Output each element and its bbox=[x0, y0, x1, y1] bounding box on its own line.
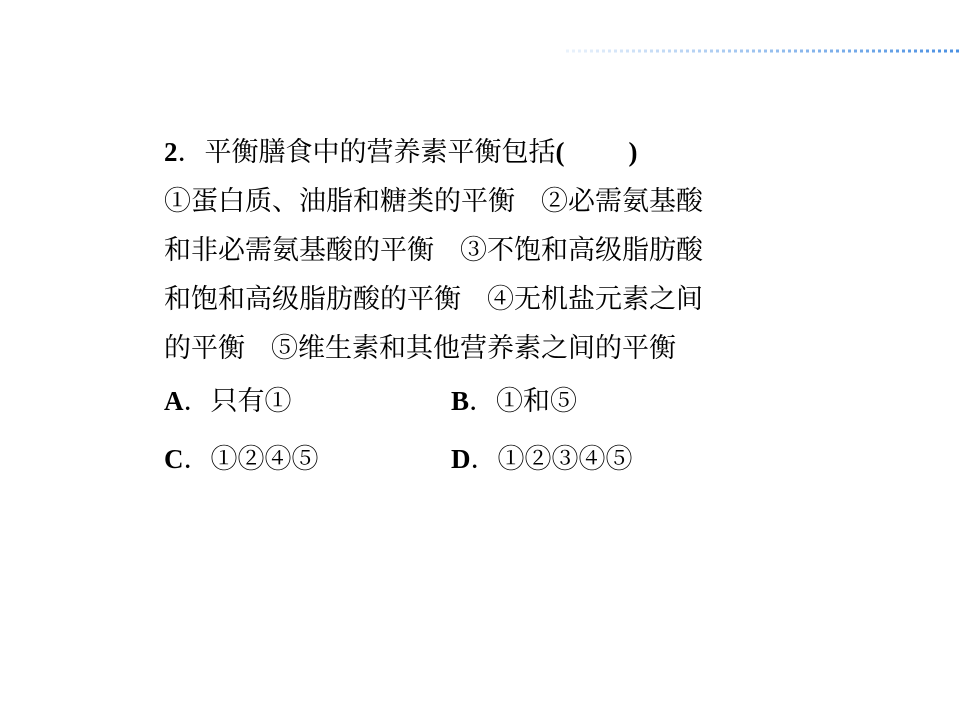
statement-text: ①蛋白质、油脂和糖类的平衡 bbox=[164, 186, 515, 217]
decoration-dot bbox=[746, 50, 749, 53]
question-number: 2 bbox=[164, 137, 178, 167]
answer-paren-open: ( bbox=[555, 137, 565, 167]
decoration-dot bbox=[722, 50, 725, 53]
decoration-dot bbox=[710, 50, 713, 53]
decoration-dot bbox=[764, 50, 767, 53]
decoration-dot bbox=[698, 50, 701, 53]
option-letter: C bbox=[164, 444, 184, 474]
decoration-dot bbox=[644, 50, 647, 53]
option-sep: ． bbox=[470, 444, 498, 475]
question-stem bbox=[164, 128, 824, 177]
option-text: ①②④⑤ bbox=[210, 444, 319, 475]
decoration-dot bbox=[788, 50, 791, 53]
decoration-dot bbox=[650, 50, 653, 53]
statement-line bbox=[164, 275, 824, 324]
decoration-dot bbox=[614, 50, 617, 53]
decoration-dot bbox=[806, 50, 809, 53]
decoration-dot bbox=[608, 50, 611, 53]
decoration-dot bbox=[830, 50, 833, 53]
option-text: ①和⑤ bbox=[496, 386, 578, 417]
option-letter: D bbox=[451, 444, 471, 474]
option-a[interactable] bbox=[164, 377, 292, 426]
option-sep: ． bbox=[183, 444, 211, 475]
option-sep: ． bbox=[183, 386, 211, 417]
decoration-dot bbox=[866, 50, 869, 53]
options-row bbox=[164, 435, 824, 493]
statement-text: 的平衡 bbox=[164, 333, 245, 364]
decoration-dot bbox=[818, 50, 821, 53]
decoration-dot bbox=[716, 50, 719, 53]
option-c[interactable] bbox=[164, 435, 319, 484]
statement-text: 和饱和高级脂肪酸的平衡 bbox=[164, 284, 461, 315]
decoration-dot bbox=[740, 50, 743, 53]
decoration-dot bbox=[596, 50, 599, 53]
decoration-dot bbox=[794, 50, 797, 53]
decoration-dot bbox=[878, 50, 881, 53]
option-sep: ． bbox=[469, 386, 497, 417]
decoration-dot bbox=[896, 50, 899, 53]
question-number-sep: ． bbox=[177, 137, 205, 168]
decoration-dot bbox=[938, 50, 941, 53]
decoration-dot bbox=[632, 50, 635, 53]
decoration-dot bbox=[842, 50, 845, 53]
decoration-dot bbox=[584, 50, 587, 53]
decoration-dot bbox=[902, 50, 905, 53]
option-b[interactable] bbox=[451, 377, 577, 426]
decoration-dot bbox=[626, 50, 629, 53]
decoration-dot bbox=[812, 50, 815, 53]
decoration-dot bbox=[656, 50, 659, 53]
decoration-dot bbox=[872, 50, 875, 53]
decoration-dot bbox=[950, 50, 953, 53]
question-block bbox=[164, 128, 824, 493]
decoration-dot bbox=[566, 50, 569, 53]
decoration-dot bbox=[890, 50, 893, 53]
decoration-dot bbox=[860, 50, 863, 53]
decoration-dot bbox=[854, 50, 857, 53]
options-row bbox=[164, 377, 824, 435]
decoration-dot bbox=[590, 50, 593, 53]
decoration-dot bbox=[704, 50, 707, 53]
decoration-dot bbox=[734, 50, 737, 53]
option-text: ①②③④⑤ bbox=[497, 444, 633, 475]
decoration-dot bbox=[824, 50, 827, 53]
answer-paren-close: ) bbox=[628, 137, 638, 167]
statement-text: ④无机盐元素之间 bbox=[487, 284, 703, 315]
decoration-dot bbox=[752, 50, 755, 53]
decoration-dot bbox=[662, 50, 665, 53]
decoration-dot bbox=[638, 50, 641, 53]
decoration-dot bbox=[782, 50, 785, 53]
decoration-dot bbox=[680, 50, 683, 53]
decoration-dot bbox=[692, 50, 695, 53]
decoration-dot bbox=[668, 50, 671, 53]
statement-line bbox=[164, 226, 824, 275]
decoration-dot bbox=[914, 50, 917, 53]
question-stem-text: 平衡膳食中的营养素平衡包括 bbox=[204, 137, 556, 168]
statement-text: 和非必需氨基酸的平衡 bbox=[164, 235, 434, 266]
decoration-dot bbox=[926, 50, 929, 53]
option-letter: B bbox=[451, 386, 470, 416]
decoration-dot bbox=[602, 50, 605, 53]
decoration-dot bbox=[620, 50, 623, 53]
decoration-dot bbox=[884, 50, 887, 53]
option-d[interactable] bbox=[451, 435, 633, 484]
decoration-dot bbox=[578, 50, 581, 53]
decoration-dot bbox=[908, 50, 911, 53]
decoration-dot bbox=[848, 50, 851, 53]
statement-line bbox=[164, 324, 824, 373]
decoration-dot bbox=[920, 50, 923, 53]
decoration-dot bbox=[932, 50, 935, 53]
decoration-dot bbox=[758, 50, 761, 53]
decoration-dot bbox=[944, 50, 947, 53]
decoration-dot bbox=[770, 50, 773, 53]
statement-line bbox=[164, 177, 824, 226]
decoration-dot bbox=[800, 50, 803, 53]
decoration-dot bbox=[776, 50, 779, 53]
decoration-dot bbox=[674, 50, 677, 53]
statement-text: ⑤维生素和其他营养素之间的平衡 bbox=[271, 333, 676, 364]
decoration-dot bbox=[956, 50, 959, 53]
statement-text: ③不饱和高级脂肪酸 bbox=[460, 235, 703, 266]
decoration-dot bbox=[728, 50, 731, 53]
decoration-dot bbox=[572, 50, 575, 53]
option-text: 只有① bbox=[210, 386, 292, 417]
decoration-dot bbox=[686, 50, 689, 53]
decoration-dot bbox=[836, 50, 839, 53]
option-letter: A bbox=[164, 386, 184, 416]
statement-text: ②必需氨基酸 bbox=[541, 186, 703, 217]
dotted-line-decoration bbox=[0, 0, 960, 80]
